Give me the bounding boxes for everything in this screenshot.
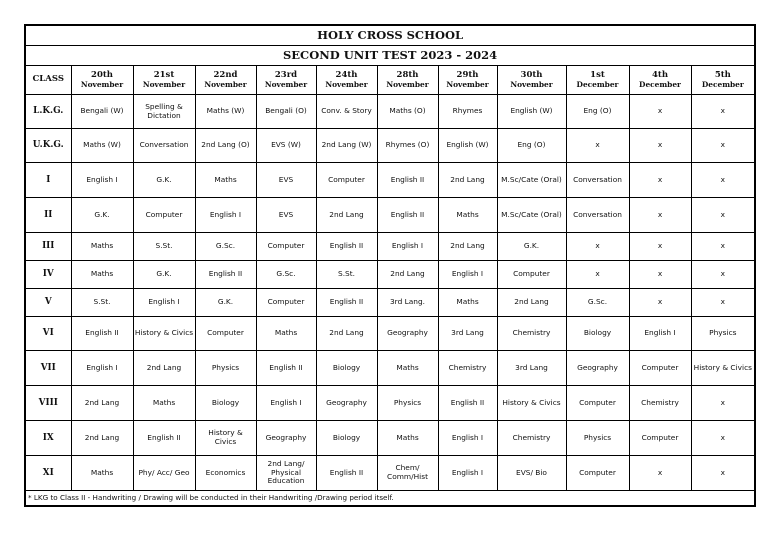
class-row <box>25 95 755 129</box>
subject-cell: Maths <box>71 456 133 491</box>
date-day: 1st <box>590 69 605 80</box>
class-label: IV <box>25 261 71 289</box>
subject-cell: Computer <box>566 386 629 421</box>
date-day: 30th <box>520 69 543 80</box>
class-row <box>25 129 755 163</box>
subject-cell: x <box>691 421 755 456</box>
subject-cell: Bengali (W) <box>71 95 133 129</box>
date-month: November <box>204 79 247 89</box>
class-label: VIII <box>25 386 71 421</box>
class-row <box>25 351 755 386</box>
subject-cell: Physics <box>566 421 629 456</box>
class-label: U.K.G. <box>25 129 71 163</box>
subject-cell: EVS/ Bio <box>497 456 566 491</box>
subject-cell: 2nd Lang <box>133 351 195 386</box>
subject-cell: x <box>691 456 755 491</box>
subject-cell: G.K. <box>133 163 195 198</box>
subject-cell: x <box>629 129 691 163</box>
test-title-row <box>25 46 755 66</box>
subject-cell: x <box>629 163 691 198</box>
subject-cell: Geography <box>377 317 438 351</box>
subject-cell: Maths <box>438 198 497 233</box>
subject-cell: Physics <box>377 386 438 421</box>
class-row <box>25 233 755 261</box>
subject-cell: English II <box>377 198 438 233</box>
class-label: III <box>25 233 71 261</box>
date-day: 20th <box>91 69 113 80</box>
subject-cell: Maths <box>377 421 438 456</box>
date-day: 29th <box>456 69 479 80</box>
subject-cell: Phy/ Acc/ Geo <box>133 456 195 491</box>
subject-cell: Maths <box>377 351 438 386</box>
subject-cell: x <box>629 456 691 491</box>
date-month: November <box>80 79 124 89</box>
date-header <box>629 66 691 95</box>
subject-cell: S.St. <box>133 233 195 261</box>
subject-cell: x <box>691 386 755 421</box>
subject-cell: G.K. <box>195 289 256 317</box>
subject-cell: Computer <box>629 351 691 386</box>
subject-cell: G.Sc. <box>566 289 629 317</box>
subject-cell: English II <box>256 351 316 386</box>
class-header: CLASS <box>25 66 71 95</box>
subject-cell: x <box>629 95 691 129</box>
subject-cell: Conversation <box>566 163 629 198</box>
subject-cell: Economics <box>195 456 256 491</box>
subject-cell: English II <box>438 386 497 421</box>
date-header <box>691 66 755 95</box>
exam-schedule-table <box>24 24 756 507</box>
subject-cell: x <box>691 198 755 233</box>
subject-cell: Computer <box>497 261 566 289</box>
date-month: November <box>325 79 368 89</box>
subject-cell: Computer <box>316 163 377 198</box>
subject-cell: x <box>691 233 755 261</box>
subject-cell: G.K. <box>497 233 566 261</box>
class-label: V <box>25 289 71 317</box>
date-header <box>133 66 195 95</box>
subject-cell: English II <box>316 456 377 491</box>
date-month: November <box>510 79 553 89</box>
subject-cell: Maths (W) <box>71 129 133 163</box>
date-month: November <box>142 79 186 89</box>
subject-cell: English I <box>438 261 497 289</box>
subject-cell: Conversation <box>133 129 195 163</box>
date-month: December <box>701 79 744 89</box>
subject-cell: Maths <box>195 163 256 198</box>
subject-cell: Computer <box>256 233 316 261</box>
class-row <box>25 456 755 491</box>
subject-cell: Chemistry <box>438 351 497 386</box>
subject-cell: Spelling & Dictation <box>133 95 195 129</box>
subject-cell: Maths <box>256 317 316 351</box>
subject-cell: 2nd Lang (O) <box>195 129 256 163</box>
class-label: II <box>25 198 71 233</box>
subject-cell: G.K. <box>133 261 195 289</box>
subject-cell: S.St. <box>316 261 377 289</box>
subject-cell: History & Civics <box>691 351 755 386</box>
subject-cell: Geography <box>316 386 377 421</box>
subject-cell: Biology <box>195 386 256 421</box>
date-day: 24th <box>335 69 358 80</box>
test-title: SECOND UNIT TEST 2023 - 2024 <box>25 46 755 66</box>
subject-cell: Maths <box>71 233 133 261</box>
subject-cell: Conversation <box>566 198 629 233</box>
subject-cell: History & Civics <box>133 317 195 351</box>
subject-cell: Maths (W) <box>195 95 256 129</box>
date-header-row <box>25 66 755 95</box>
subject-cell: Computer <box>566 456 629 491</box>
subject-cell: English I <box>195 198 256 233</box>
class-row <box>25 261 755 289</box>
subject-cell: Biology <box>566 317 629 351</box>
subject-cell: Chemistry <box>497 421 566 456</box>
subject-cell: Conv. & Story <box>316 95 377 129</box>
subject-cell: 2nd Lang <box>438 163 497 198</box>
subject-cell: Geography <box>256 421 316 456</box>
date-header <box>438 66 497 95</box>
class-label: XI <box>25 456 71 491</box>
subject-cell: Maths <box>438 289 497 317</box>
date-month: November <box>446 79 489 89</box>
subject-cell: 2nd Lang <box>71 386 133 421</box>
subject-cell: x <box>566 261 629 289</box>
class-label: VII <box>25 351 71 386</box>
class-label: I <box>25 163 71 198</box>
date-header <box>71 66 133 95</box>
subject-cell: Biology <box>316 421 377 456</box>
subject-cell: x <box>691 129 755 163</box>
date-day: 4th <box>651 69 669 80</box>
date-header <box>377 66 438 95</box>
subject-cell: 2nd Lang/ Physical Education <box>256 456 316 491</box>
date-header <box>497 66 566 95</box>
subject-cell: Geography <box>566 351 629 386</box>
subject-cell: x <box>629 198 691 233</box>
class-label: L.K.G. <box>25 95 71 129</box>
subject-cell: Biology <box>316 351 377 386</box>
subject-cell: 2nd Lang <box>71 421 133 456</box>
subject-cell: 2nd Lang (W) <box>316 129 377 163</box>
subject-cell: Eng (O) <box>566 95 629 129</box>
subject-cell: 2nd Lang <box>497 289 566 317</box>
subject-cell: Computer <box>195 317 256 351</box>
date-month: November <box>386 79 429 89</box>
subject-cell: 3rd Lang. <box>377 289 438 317</box>
subject-cell: Physics <box>195 351 256 386</box>
subject-cell: 3rd Lang <box>497 351 566 386</box>
subject-cell: Bengali (O) <box>256 95 316 129</box>
subject-cell: Chemistry <box>497 317 566 351</box>
subject-cell: English I <box>438 421 497 456</box>
date-header <box>195 66 256 95</box>
class-row <box>25 163 755 198</box>
footnote-row <box>25 491 755 507</box>
date-day: 28th <box>396 69 419 80</box>
class-label: IX <box>25 421 71 456</box>
subject-cell: EVS <box>256 198 316 233</box>
subject-cell: x <box>566 233 629 261</box>
subject-cell: Eng (O) <box>497 129 566 163</box>
subject-cell: G.Sc. <box>195 233 256 261</box>
subject-cell: English I <box>629 317 691 351</box>
date-header <box>316 66 377 95</box>
date-month: December <box>639 79 681 89</box>
date-month: November <box>264 79 308 89</box>
subject-cell: History & Civics <box>497 386 566 421</box>
subject-cell: English II <box>71 317 133 351</box>
subject-cell: 2nd Lang <box>316 317 377 351</box>
subject-cell: Maths <box>71 261 133 289</box>
subject-cell: English I <box>377 233 438 261</box>
subject-cell: x <box>629 289 691 317</box>
subject-cell: English (W) <box>497 95 566 129</box>
date-day: 23rd <box>274 69 298 80</box>
subject-cell: x <box>629 261 691 289</box>
exam-schedule-sheet <box>24 24 754 507</box>
class-row <box>25 386 755 421</box>
subject-cell: Rhymes (O) <box>377 129 438 163</box>
subject-cell: EVS (W) <box>256 129 316 163</box>
subject-cell: English II <box>316 289 377 317</box>
subject-cell: M.Sc/Cate (Oral) <box>497 198 566 233</box>
subject-cell: Maths (O) <box>377 95 438 129</box>
subject-cell: 2nd Lang <box>438 233 497 261</box>
subject-cell: x <box>691 261 755 289</box>
subject-cell: Computer <box>133 198 195 233</box>
class-row <box>25 317 755 351</box>
subject-cell: EVS <box>256 163 316 198</box>
subject-cell: History & Civics <box>195 421 256 456</box>
subject-cell: 2nd Lang <box>316 198 377 233</box>
date-day: 21st <box>153 69 175 80</box>
date-header <box>566 66 629 95</box>
subject-cell: S.St. <box>71 289 133 317</box>
class-row <box>25 289 755 317</box>
subject-cell: English I <box>438 456 497 491</box>
subject-cell: G.Sc. <box>256 261 316 289</box>
subject-cell: M.Sc/Cate (Oral) <box>497 163 566 198</box>
subject-cell: English I <box>71 351 133 386</box>
subject-cell: Physics <box>691 317 755 351</box>
subject-cell: English II <box>377 163 438 198</box>
subject-cell: x <box>566 129 629 163</box>
subject-cell: x <box>691 163 755 198</box>
school-name-row <box>25 25 755 46</box>
subject-cell: x <box>691 289 755 317</box>
subject-cell: Computer <box>256 289 316 317</box>
subject-cell: English (W) <box>438 129 497 163</box>
class-label: VI <box>25 317 71 351</box>
subject-cell: Chemistry <box>629 386 691 421</box>
subject-cell: English II <box>316 233 377 261</box>
date-header <box>256 66 316 95</box>
subject-cell: Computer <box>629 421 691 456</box>
subject-cell: 2nd Lang <box>377 261 438 289</box>
subject-cell: English I <box>133 289 195 317</box>
school-name: HOLY CROSS SCHOOL <box>25 25 755 46</box>
class-row <box>25 421 755 456</box>
subject-cell: Maths <box>133 386 195 421</box>
date-day: 22nd <box>213 69 238 80</box>
subject-cell: x <box>629 233 691 261</box>
subject-cell: 3rd Lang <box>438 317 497 351</box>
class-row <box>25 198 755 233</box>
subject-cell: Chem/ Comm/Hist <box>377 456 438 491</box>
subject-cell: English I <box>71 163 133 198</box>
date-day: 5th <box>714 69 731 80</box>
subject-cell: English II <box>133 421 195 456</box>
footnote: * LKG to Class II - Handwriting / Drawing will be conducted in their Handwriting /Drawing period itself. <box>25 491 755 507</box>
subject-cell: English II <box>195 261 256 289</box>
subject-cell: G.K. <box>71 198 133 233</box>
subject-cell: Rhymes <box>438 95 497 129</box>
subject-cell: x <box>691 95 755 129</box>
date-month: December <box>576 79 619 89</box>
subject-cell: English I <box>256 386 316 421</box>
